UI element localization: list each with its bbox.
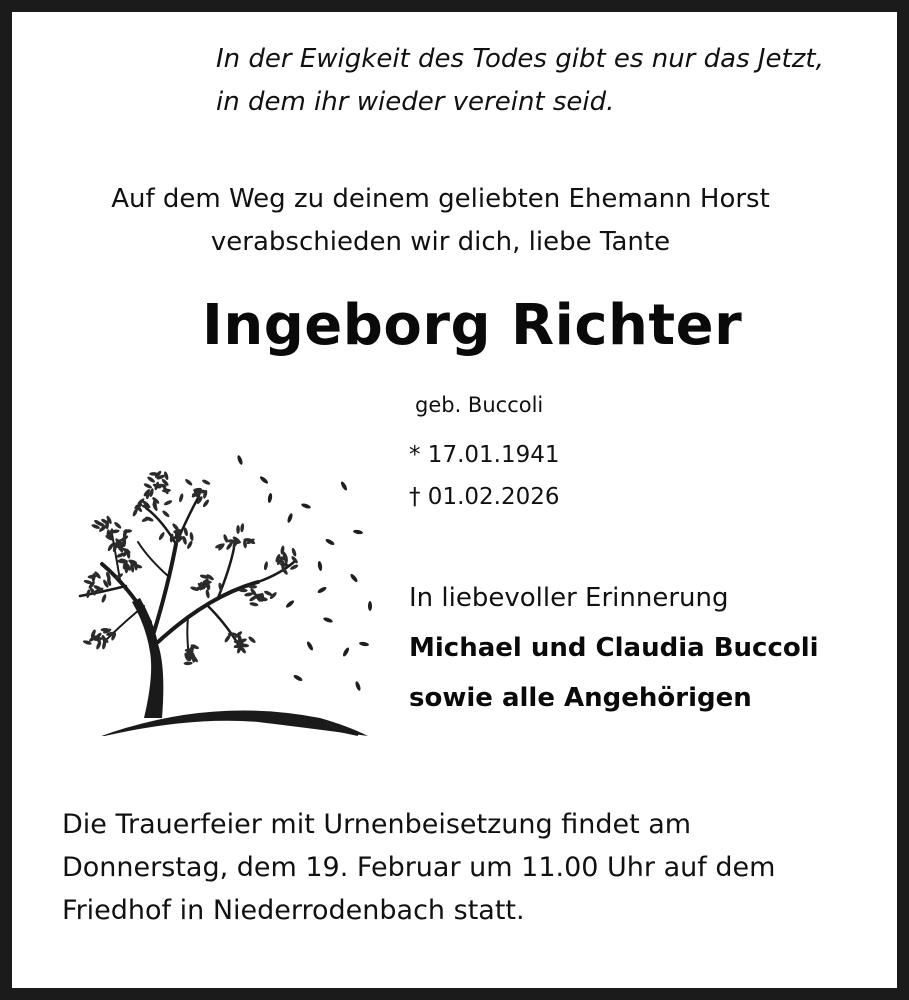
intro-line-1: Auf dem Weg zu deinem geliebten Ehemann Horst — [111, 184, 770, 214]
tree-with-falling-leaves-icon — [58, 446, 378, 736]
birth-date: * 17.01.1941 — [409, 442, 560, 468]
mourner-relatives: sowie alle Angehörigen — [409, 683, 752, 713]
memory-line: In liebevoller Erinnerung — [409, 583, 729, 613]
motto-line-2: in dem ihr wieder vereint seid. — [216, 87, 615, 117]
intro-line-2: verabschieden wir dich, liebe Tante — [210, 227, 671, 257]
deceased-name: Ingeborg Richter — [202, 293, 743, 358]
ceremony-line-2: Donnerstag, dem 19. Februar um 11.00 Uhr auf dem — [62, 852, 776, 883]
death-date: † 01.02.2026 — [409, 484, 560, 510]
mourner-names: Michael und Claudia Buccoli — [409, 633, 819, 663]
motto-line-1: In der Ewigkeit des Todes gibt es nur das Jetzt, — [216, 44, 824, 74]
ceremony-line-3: Friedhof in Niederrodenbach statt. — [62, 895, 525, 926]
ceremony-line-1: Die Trauerfeier mit Urnenbeisetzung findet am — [62, 809, 692, 840]
maiden-name: geb. Buccoli — [415, 393, 544, 417]
